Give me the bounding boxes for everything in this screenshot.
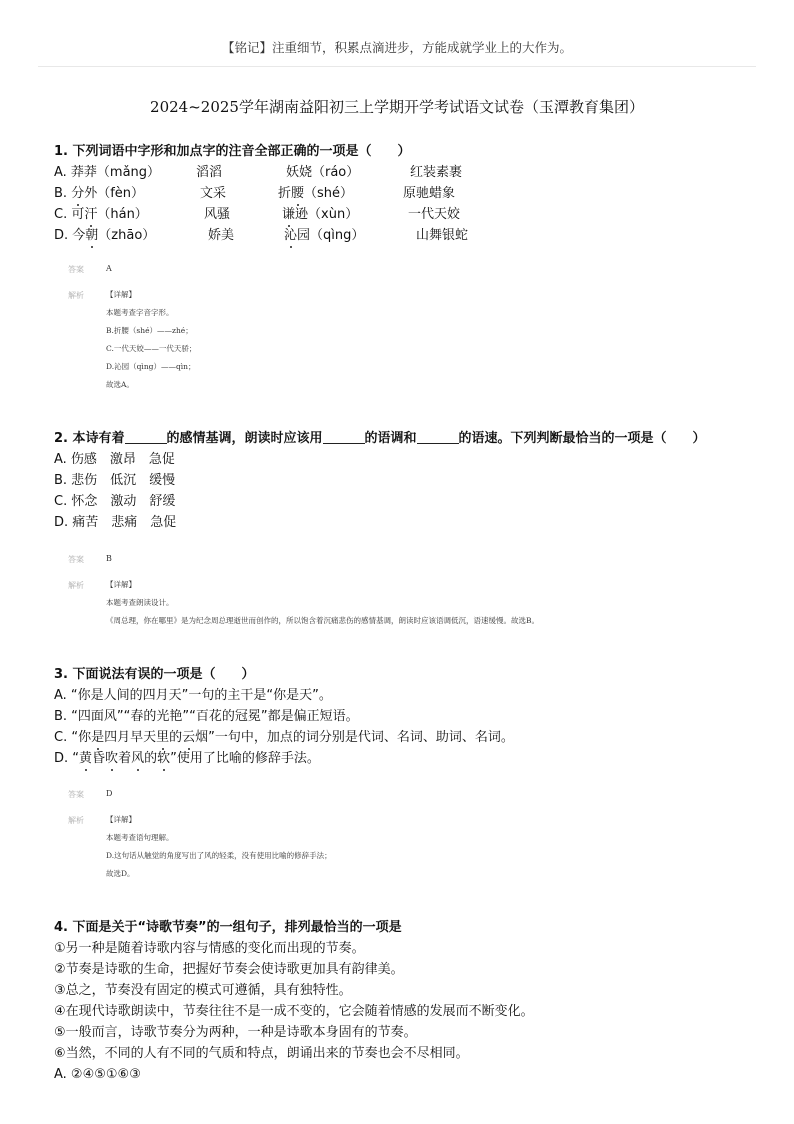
answer-label: 答案 [68, 265, 84, 274]
analysis-label: 解析 [68, 816, 84, 825]
question-2-option-c: C. 怀念 激动 舒缓 [54, 494, 176, 509]
question-1-option-c [54, 204, 754, 225]
stem-text: 的语速。下列判断最恰当的一项是（ ） [458, 431, 706, 446]
question-3-option-d: D. “黄昏吹着风的软”使用了比喻的修辞手法。 [54, 751, 320, 766]
question-1-option-b [54, 183, 754, 204]
option-a-word-4: 红装素裹 [410, 165, 463, 180]
question-1 [54, 142, 754, 246]
explanation-line: 【详解】 [106, 290, 136, 299]
option-a-word-3: 妖娆（ráo） [286, 165, 360, 180]
option-c-word-4: 一代天姣 [408, 207, 461, 222]
question-1-explanation [106, 286, 196, 394]
question-2-option-d: D. 痛苦 悲痛 急促 [54, 515, 177, 530]
explanation-line: 故选A。 [106, 380, 134, 389]
question-3-explanation [106, 811, 332, 883]
question-4 [54, 918, 754, 1085]
explanation-line: 本题考查语句理解。 [106, 833, 174, 842]
sentence-5: ⑤一般而言，诗歌节奏分为两种，一种是诗歌本身固有的节奏。 [54, 1025, 417, 1040]
question-2 [54, 429, 754, 533]
question-1-option-d [54, 225, 754, 246]
analysis-label: 解析 [68, 291, 84, 300]
stem-text: 的语调和 [364, 431, 417, 446]
option-d-word-1: D. 今朝（zhāo） [54, 228, 156, 243]
option-c-word-3: 谦逊（xùn） [282, 207, 359, 222]
question-2-explanation [106, 576, 539, 630]
question-2-stem [54, 429, 754, 449]
option-a-word-2: 滔滔 [196, 165, 223, 180]
answer-value: B [106, 554, 112, 563]
explanation-line: C.一代天姣——一代天骄； [106, 344, 197, 353]
sentence-4: ④在现代诗歌朗读中，节奏往往不是一成不变的，它会随着情感的发展而不断变化。 [54, 1004, 534, 1019]
fill-blank [125, 429, 167, 444]
answer-label: 答案 [68, 555, 84, 564]
answer-label: 答案 [68, 790, 84, 799]
sentence-3: ③总之，节奏没有固定的模式可遵循，具有独特性。 [54, 983, 352, 998]
option-a-word-1: A. 莽莽（mǎng） [54, 165, 161, 180]
question-3-stem: 3. 下面说法有误的一项是（ ） [54, 667, 255, 682]
option-b-word-4: 原驰蜡象 [403, 186, 456, 201]
page-title: 2024~2025学年湖南益阳初三上学期开学考试语文试卷（玉潭教育集团） [150, 98, 644, 116]
explanation-line: 故选D。 [106, 869, 135, 878]
explanation-line: 本题考查字音字形。 [106, 308, 174, 317]
question-1-options [54, 162, 754, 246]
option-b-word-1: B. 分外（fèn） [54, 186, 145, 201]
question-3-option-b: B. “四面风”“春的光艳”“百花的冠冕”都是偏正短语。 [54, 709, 359, 724]
explanation-line: 【详解】 [106, 580, 136, 589]
option-c-word-2: 风骚 [204, 207, 231, 222]
option-d-word-2: 娇美 [208, 228, 235, 243]
explanation-line: D.这句话从触觉的角度写出了风的轻柔，没有使用比喻的修辞手法； [106, 851, 332, 860]
explanation-line: D.沁园（qìng）——qìn； [106, 362, 196, 371]
stem-text: 的感情基调，朗读时应该用 [166, 431, 323, 446]
question-1-stem: 1. 下列词语中字形和加点字的注音全部正确的一项是（ ） [54, 144, 411, 159]
option-c-word-1: C. 可汗（hán） [54, 207, 148, 222]
question-2-option-b: B. 悲伤 低沉 缓慢 [54, 473, 176, 488]
question-4-option-a: A. ②④⑤①⑥③ [54, 1067, 141, 1082]
sentence-1: ①另一种是随着诗歌内容与情感的变化而出现的节奏。 [54, 941, 365, 956]
explanation-line: 《周总理，你在哪里》是为纪念周总理逝世而创作的，所以饱含着沉痛悲伤的感情基调，朗读时应该语调低沉，语速缓慢。故选B。 [106, 616, 540, 625]
option-d-word-3: 沁园（qìng） [284, 228, 365, 243]
option-b-word-3: 折腰（shé） [278, 186, 354, 201]
explanation-line: 本题考查朗读设计。 [106, 598, 174, 607]
answer-value: D [106, 789, 113, 798]
explanation-line: 【详解】 [106, 815, 136, 824]
question-3-option-c: C. “你是四月早天里的云烟”一句中，加点的词分别是代词、名词、助词、名词。 [54, 730, 514, 745]
header-divider [38, 66, 756, 67]
question-4-stem: 4. 下面是关于“诗歌节奏”的一组句子，排列最恰当的一项是 [54, 920, 402, 935]
sentence-2: ②节奏是诗歌的生命，把握好节奏会使诗歌更加具有韵律美。 [54, 962, 404, 977]
stem-text: 2. 本诗有着 [54, 431, 125, 446]
question-2-option-a: A. 伤感 激昂 急促 [54, 452, 175, 467]
header-motto: 【铭记】注重细节，积累点滴进步，方能成就学业上的大作为。 [221, 40, 572, 55]
fill-blank [323, 429, 365, 444]
option-d-word-4: 山舞银蛇 [416, 228, 469, 243]
analysis-label: 解析 [68, 581, 84, 590]
question-3 [54, 665, 754, 769]
sentence-6: ⑥当然，不同的人有不同的气质和特点，朗诵出来的节奏也会不尽相同。 [54, 1046, 469, 1061]
fill-blank [417, 429, 459, 444]
explanation-line: B.折腰（shé）——zhé； [106, 326, 193, 335]
answer-value: A [106, 264, 112, 273]
question-3-option-a: A. “你是人间的四月天”一句的主干是“你是天”。 [54, 688, 332, 703]
question-1-option-a [54, 162, 754, 183]
option-b-word-2: 文采 [200, 186, 227, 201]
